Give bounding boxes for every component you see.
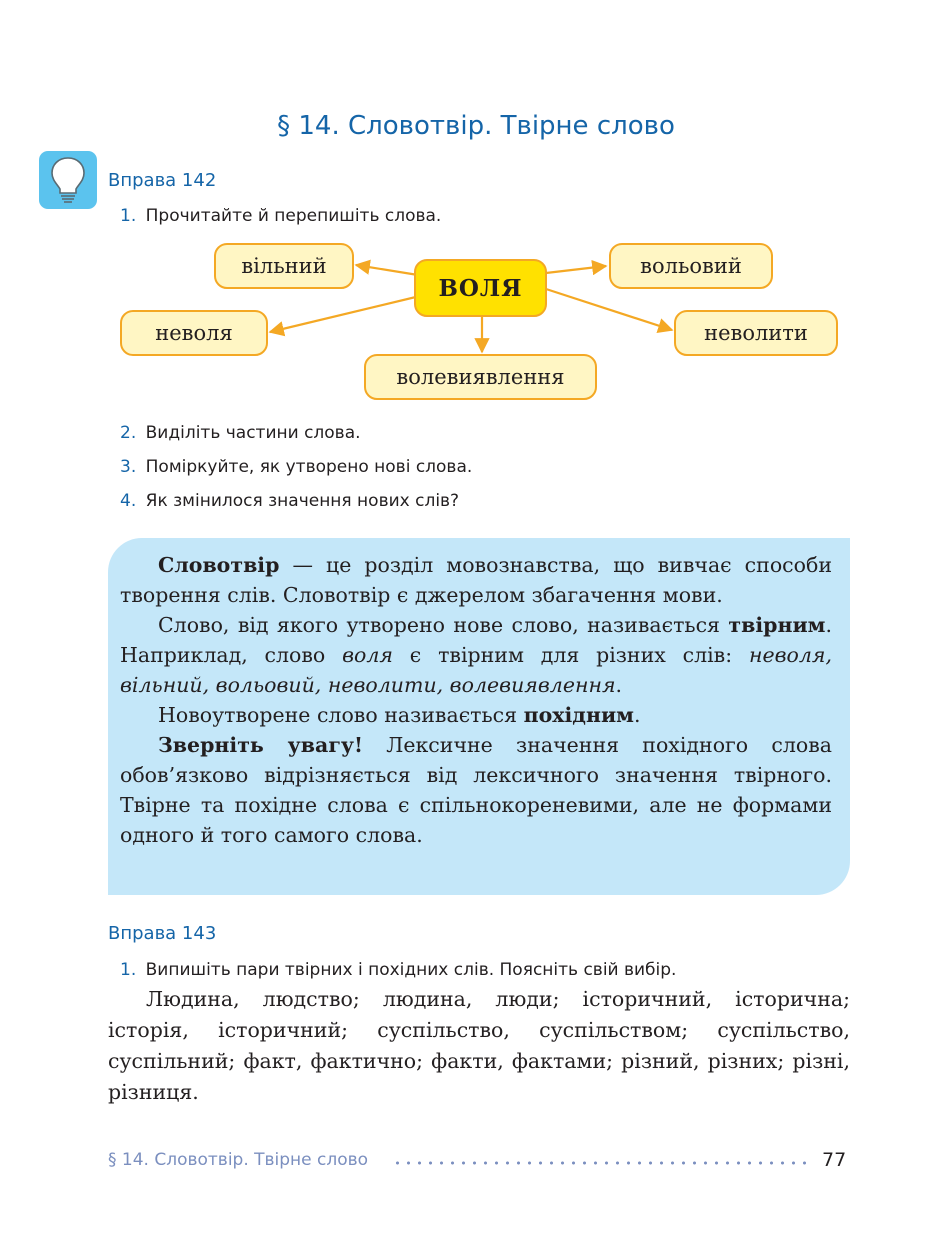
rule-text: . [615,673,623,697]
task-number: 1. [120,206,137,226]
exercise-142-task-4 [120,491,459,511]
arrow-to-nevolia [270,296,420,332]
exercise-143-words: Людина, людство; людина, люди; історичний, історична; історія, історичний; суспільство, суспільством; суспільство, суспільний; факт, фактично; факти, фактами; різний, різних; різні, різниця. [108,987,850,1104]
rule-paragraph-1 [120,550,832,610]
task-text: Поміркуйте, як утворено нові слова. [145,457,473,477]
word-formation-diagram [0,0,952,420]
exercise-143-task-1 [120,960,676,980]
rule-text: . Наприклад, слово [120,613,832,667]
term-tvirnym: твірним [728,613,826,637]
term-slovotvir: Словотвір [158,553,280,577]
rule-paragraph-2 [120,610,832,700]
example-words: неволя, вільний, вольовий, неволити, волевиявлення [120,643,832,697]
task-text: Як змінилося значення нових слів? [145,491,460,511]
task-number: 3. [120,457,137,477]
page-title: § 14. Словотвір. Твірне слово [277,111,675,141]
task-text: Прочитайте й перепишіть слова. [145,206,442,226]
attention-label: Зверніть увагу! [158,733,364,757]
rule-text: є твірним для різних слів: [392,643,749,667]
example-word: воля [342,643,393,667]
exercise-142-task-2 [120,423,361,443]
word-node-nevolia: неволя [120,310,268,356]
root-word-node: ВОЛЯ [414,259,547,317]
rule-text: Новоутворене слово називається [158,703,524,727]
rule-text: Слово, від якого утворено нове слово, називається [158,613,729,637]
task-number: 2. [120,423,137,443]
rule-text: — це розділ мовознавства, що вивчає способи творення слів. Словотвір є джерелом збагачення мови. [120,553,832,607]
page-number: 77 [822,1149,847,1171]
rule-text: Лексичне значення похідного слова обов’язково відрізняється від лексичного значення твірного. Твірне та похідне слова є спільнокореневими, але не формами одного й того самого слова. [120,733,832,847]
footer-section-title: § 14. Словотвір. Твірне слово [108,1150,369,1170]
exercise-143-text [108,984,850,1108]
exercise-142-task-3 [120,457,472,477]
word-node-vilnyi: вільний [214,243,354,289]
task-text: Випишіть пари твірних і похідних слів. Поясніть свій вибір. [145,960,677,980]
rule-paragraph-4 [120,730,832,850]
footer-dot-leader [392,1161,810,1165]
task-number: 1. [120,960,137,980]
word-node-nevolyty: неволити [674,310,838,356]
word-node-volovyi: вольовий [609,243,773,289]
exercise-143-heading: Вправа 143 [108,923,217,944]
word-node-voleviiavlennia: волевиявлення [364,354,597,400]
task-number: 4. [120,491,137,511]
rule-paragraph-3 [120,700,832,730]
arrow-to-volovyi [546,266,606,273]
rule-box [108,538,850,895]
arrow-to-vilnyi [356,265,418,275]
exercise-142-heading: Вправа 142 [108,170,217,191]
task-text: Виділіть частини слова. [145,423,361,443]
term-pokhidnym: похідним [523,703,634,727]
rule-text: . [633,703,641,727]
arrow-to-nevolyty [546,289,672,330]
